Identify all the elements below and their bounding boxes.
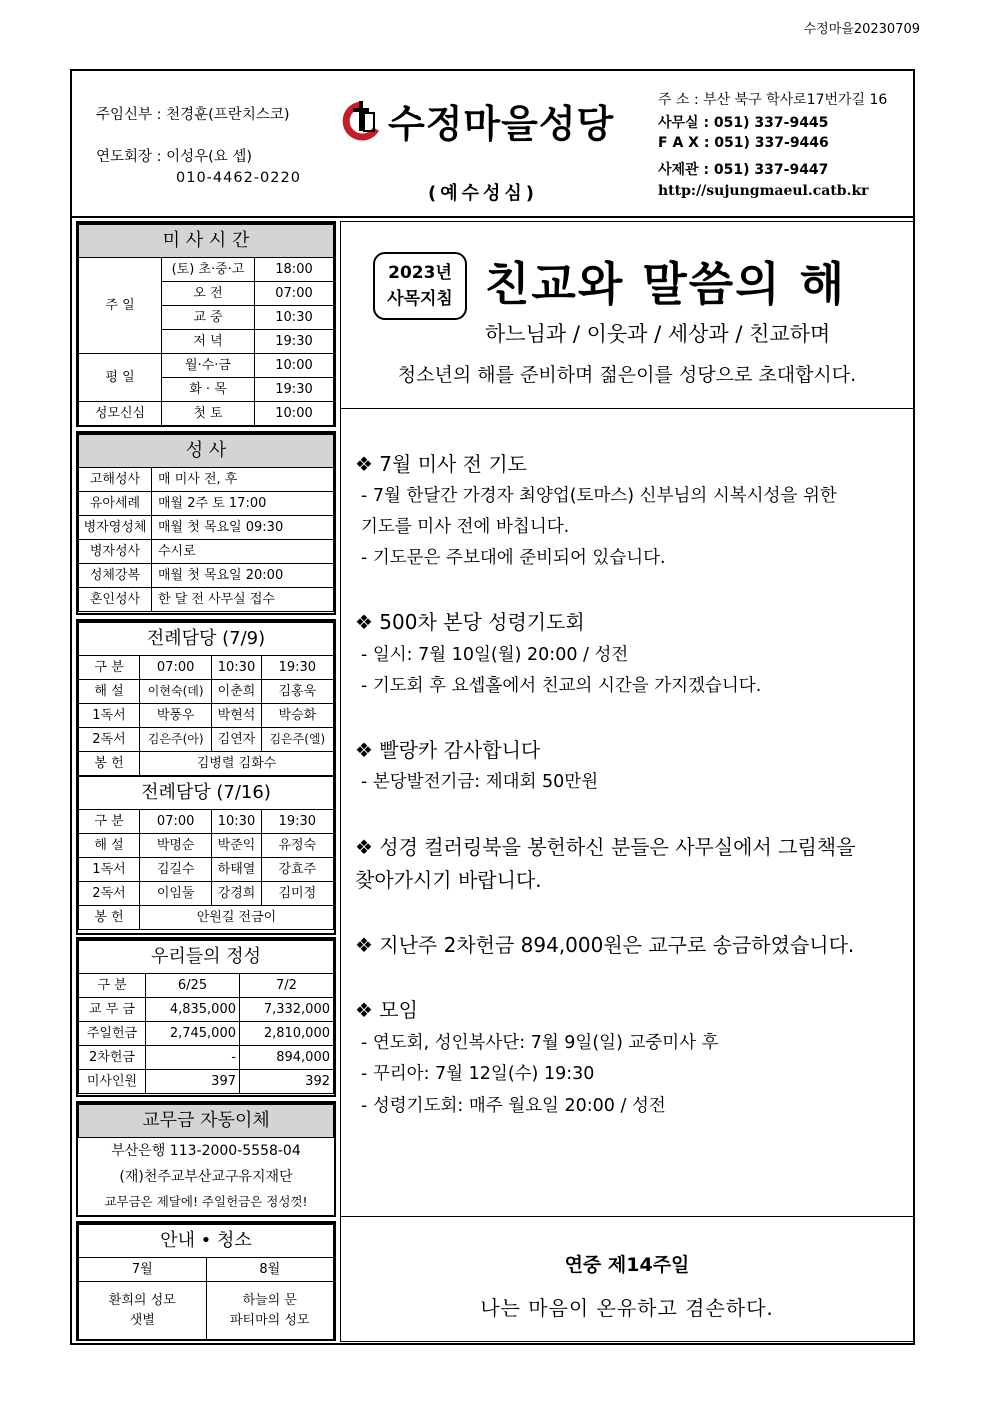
offerings-box xyxy=(76,937,336,1097)
news-detail: - 성령기도회: 매주 월요일 20:00 / 성전 xyxy=(361,1096,666,1116)
sacrament-name: 성체강복 xyxy=(79,564,152,588)
liturgy-cell: 박명순 xyxy=(140,834,212,858)
news-heading: 찾아가시기 바랍니다. xyxy=(355,868,542,892)
liturgy-offering-label: 봉 헌 xyxy=(79,752,140,777)
cleaning-title: 안내 • 청소 xyxy=(79,1224,334,1258)
news-detail: - 본당발전기금: 제대회 50만원 xyxy=(361,772,599,792)
liturgy-box xyxy=(76,619,336,935)
news-heading: ❖ 빨랑카 감사합니다 xyxy=(355,738,541,762)
mass-time: 10:00 xyxy=(255,354,334,378)
sacrament-desc: 한 달 전 사무실 접수 xyxy=(152,588,334,612)
liturgy-header-cell: 구 분 xyxy=(79,810,140,834)
sacrament-name: 유아세례 xyxy=(79,492,152,516)
liturgy-cell: 김홍욱 xyxy=(261,680,333,704)
liturgy-header-cell: 10:30 xyxy=(212,656,261,680)
address-line: 주 소 : 부산 북구 학사로17번가길 16 xyxy=(658,92,888,108)
news-detail: - 7월 한달간 가경자 최양업(토마스) 신부님의 시복시성을 위한 xyxy=(361,486,837,506)
chairman-phone: 010-4462-0220 xyxy=(176,170,301,186)
sacrament-desc: 매월 첫 목요일 20:00 xyxy=(152,564,334,588)
sacrament-desc: 수시로 xyxy=(152,540,334,564)
offerings-value: 894,000 xyxy=(240,1046,334,1070)
cleaning-group: 샛별 xyxy=(129,1313,155,1328)
liturgy-cell: 김미정 xyxy=(261,882,333,906)
cleaning-month: 7월 xyxy=(79,1258,207,1282)
liturgy-cell: 1독서 xyxy=(79,858,140,882)
sacraments-box xyxy=(76,431,336,615)
mass-time: 10:30 xyxy=(255,306,334,330)
offerings-table xyxy=(78,939,334,1094)
liturgy-header-cell: 19:30 xyxy=(261,656,333,680)
offerings-label: 주일헌금 xyxy=(79,1022,146,1046)
mass-day: 저 녁 xyxy=(162,330,255,354)
autopay-title: 교무금 자동이체 xyxy=(79,1104,334,1138)
liturgy-cell: 해 설 xyxy=(79,680,140,704)
offerings-label: 2차헌금 xyxy=(79,1046,146,1070)
mass-time: 10:00 xyxy=(255,402,334,426)
autopay-note: 교무금은 제달에! 주일헌금은 정성껏! xyxy=(104,1194,308,1209)
cleaning-group-august xyxy=(206,1282,334,1341)
weekday-label: 평 일 xyxy=(79,354,162,402)
mass-times-table xyxy=(78,223,334,426)
liturgical-week: 연중 제14주일 xyxy=(564,1254,690,1276)
autopay-holder: (재)천주교부산교구유지재단 xyxy=(119,1169,293,1185)
offerings-header-cell: 6/25 xyxy=(146,974,240,998)
church-logo-block xyxy=(342,93,614,148)
offerings-value: 4,835,000 xyxy=(146,998,240,1022)
liturgy-cell: 2독서 xyxy=(79,728,140,752)
cleaning-group-july xyxy=(79,1282,207,1341)
liturgy-cell: 김은주(엘) xyxy=(261,728,333,752)
news-heading: ❖ 모임 xyxy=(355,998,418,1022)
footer-separator xyxy=(341,1216,913,1217)
theme-line: 청소년의 해를 준비하며 젊은이를 성당으로 초대합시다. xyxy=(397,364,857,386)
liturgy-cell: 박풍우 xyxy=(140,704,212,728)
mass-times-box xyxy=(76,221,336,427)
theme-title: 친교와 말씀의 해 xyxy=(485,257,847,311)
cleaning-group: 하늘의 문 xyxy=(242,1293,297,1308)
news-heading: ❖ 7월 미사 전 기도 xyxy=(355,452,528,476)
liturgy-cell: 강효주 xyxy=(261,858,333,882)
mass-day: 교 중 xyxy=(162,306,255,330)
liturgy-cell: 해 설 xyxy=(79,834,140,858)
news-detail: - 꾸리아: 7월 12일(수) 19:30 xyxy=(361,1064,595,1084)
offerings-label: 미사인원 xyxy=(79,1070,146,1094)
church-name: 수정마을성당 xyxy=(388,102,615,146)
theme-subtitle: 하느님과 / 이웃과 / 세상과 / 친교하며 xyxy=(485,322,831,346)
liturgy-cell: 김은주(아) xyxy=(140,728,212,752)
mass-day: 첫 토 xyxy=(162,402,255,426)
liturgy-cell: 강경희 xyxy=(212,882,261,906)
news-detail: - 기도문은 주보대에 준비되어 있습니다. xyxy=(361,548,666,568)
sacrament-desc: 매 미사 전, 후 xyxy=(152,468,334,492)
news-heading: ❖ 500차 본당 성령기도회 xyxy=(355,610,585,634)
liturgy-cell: 2독서 xyxy=(79,882,140,906)
sacrament-name: 혼인성사 xyxy=(79,588,152,612)
mass-day: (토) 초·중·고 xyxy=(162,258,255,282)
liturgy-title-2: 전례담당 (7/16) xyxy=(79,776,334,810)
sacrament-name: 병자성사 xyxy=(79,540,152,564)
offerings-label: 교 무 금 xyxy=(79,998,146,1022)
theme-badge xyxy=(373,252,467,320)
chairman-line: 연도회장 : 이성우(요 셉) xyxy=(96,149,253,165)
church-subtitle: (예수성심) xyxy=(428,183,539,204)
mass-time: 19:30 xyxy=(255,378,334,402)
liturgy-cell: 하태열 xyxy=(212,858,261,882)
news-detail: 기도를 미사 전에 바칩니다. xyxy=(361,517,570,537)
theme-separator xyxy=(341,408,913,409)
sunday-label: 주 일 xyxy=(79,258,162,354)
liturgy-cell: 1독서 xyxy=(79,704,140,728)
cleaning-month: 8월 xyxy=(206,1258,334,1282)
news-detail: - 일시: 7월 10일(월) 20:00 / 성전 xyxy=(361,645,629,665)
mary-label: 성모신심 xyxy=(79,402,162,426)
liturgy-cell: 이임둘 xyxy=(140,882,212,906)
offerings-header-cell: 구 분 xyxy=(79,974,146,998)
sacrament-name: 병자영성체 xyxy=(79,516,152,540)
mass-day: 월·수·금 xyxy=(162,354,255,378)
sacraments-table xyxy=(78,433,334,612)
liturgy-cell: 박승화 xyxy=(261,704,333,728)
liturgy-title-1: 전례담당 (7/9) xyxy=(79,622,334,656)
mass-day: 화 · 목 xyxy=(162,378,255,402)
liturgy-header-cell: 07:00 xyxy=(140,810,212,834)
weekly-verse: 나는 마음이 온유하고 겸손하다. xyxy=(480,1296,774,1320)
church-logo-icon xyxy=(342,99,382,143)
main-content xyxy=(340,221,914,1342)
liturgy-offering: 김병렬 김화수 xyxy=(140,752,334,777)
news-detail: - 연도회, 성인복사단: 7월 9일(일) 교중미사 후 xyxy=(361,1033,719,1053)
liturgy-header-cell: 07:00 xyxy=(140,656,212,680)
liturgy-cell: 박현석 xyxy=(212,704,261,728)
fax-number: F A X : 051) 337-9446 xyxy=(658,135,829,151)
liturgy-cell: 이춘희 xyxy=(212,680,261,704)
website-link[interactable]: http://sujungmaeul.catb.kr xyxy=(658,183,869,199)
mass-time: 18:00 xyxy=(255,258,334,282)
sacrament-desc: 매월 2주 토 17:00 xyxy=(152,492,334,516)
offerings-header-cell: 7/2 xyxy=(240,974,334,998)
cleaning-table xyxy=(78,1223,334,1341)
liturgy-offering-label: 봉 헌 xyxy=(79,906,140,930)
theme-year: 2023년 xyxy=(388,263,452,283)
autopay-box xyxy=(76,1101,336,1217)
mass-time: 19:30 xyxy=(255,330,334,354)
mass-day: 오 전 xyxy=(162,282,255,306)
liturgy-header-cell: 19:30 xyxy=(261,810,333,834)
sacrament-desc: 매월 첫 목요일 09:30 xyxy=(152,516,334,540)
theme-label: 사목지침 xyxy=(387,289,453,309)
liturgy-header-cell: 10:30 xyxy=(212,810,261,834)
offerings-value: - xyxy=(146,1046,240,1070)
liturgy-cell: 김길수 xyxy=(140,858,212,882)
liturgy-table-1 xyxy=(78,621,334,930)
liturgy-offering: 안원길 전금이 xyxy=(140,906,334,930)
bulletin-frame xyxy=(70,69,915,1345)
sacrament-name: 고해성사 xyxy=(79,468,152,492)
offerings-value: 392 xyxy=(240,1070,334,1094)
offerings-title: 우리들의 정성 xyxy=(79,940,334,974)
offerings-value: 7,332,000 xyxy=(240,998,334,1022)
mass-time: 07:00 xyxy=(255,282,334,306)
offerings-value: 2,745,000 xyxy=(146,1022,240,1046)
cleaning-box xyxy=(76,1221,336,1341)
liturgy-cell: 유정숙 xyxy=(261,834,333,858)
document-code: 수정마을20230709 xyxy=(803,22,920,37)
bulletin-header xyxy=(72,71,913,218)
pastor-line: 주임신부 : 천경훈(프란치스코) xyxy=(96,107,290,123)
office-phone: 사무실 : 051) 337-9445 xyxy=(658,115,829,131)
news-heading: ❖ 성경 컬러링북을 봉헌하신 분들은 사무실에서 그림책을 xyxy=(355,835,856,859)
autopay-bank: 부산은행 113-2000-5558-04 xyxy=(111,1143,301,1159)
autopay-table xyxy=(78,1103,334,1214)
cleaning-group: 파티마의 성모 xyxy=(230,1313,310,1328)
news-heading: ❖ 지난주 2차헌금 894,000원은 교구로 송금하였습니다. xyxy=(355,933,855,957)
news-detail: - 기도회 후 요셉홀에서 친교의 시간을 가지겠습니다. xyxy=(361,676,762,696)
offerings-value: 2,810,000 xyxy=(240,1022,334,1046)
cleaning-group: 환희의 성모 xyxy=(108,1293,176,1308)
offerings-value: 397 xyxy=(146,1070,240,1094)
liturgy-cell: 박준익 xyxy=(212,834,261,858)
mass-times-title: 미 사 시 간 xyxy=(79,224,334,258)
sacraments-title: 성 사 xyxy=(79,434,334,468)
liturgy-cell: 김연자 xyxy=(212,728,261,752)
liturgy-header-cell: 구 분 xyxy=(79,656,140,680)
rectory-phone: 사제관 : 051) 337-9447 xyxy=(658,162,829,178)
liturgy-cell: 이현숙(데) xyxy=(140,680,212,704)
